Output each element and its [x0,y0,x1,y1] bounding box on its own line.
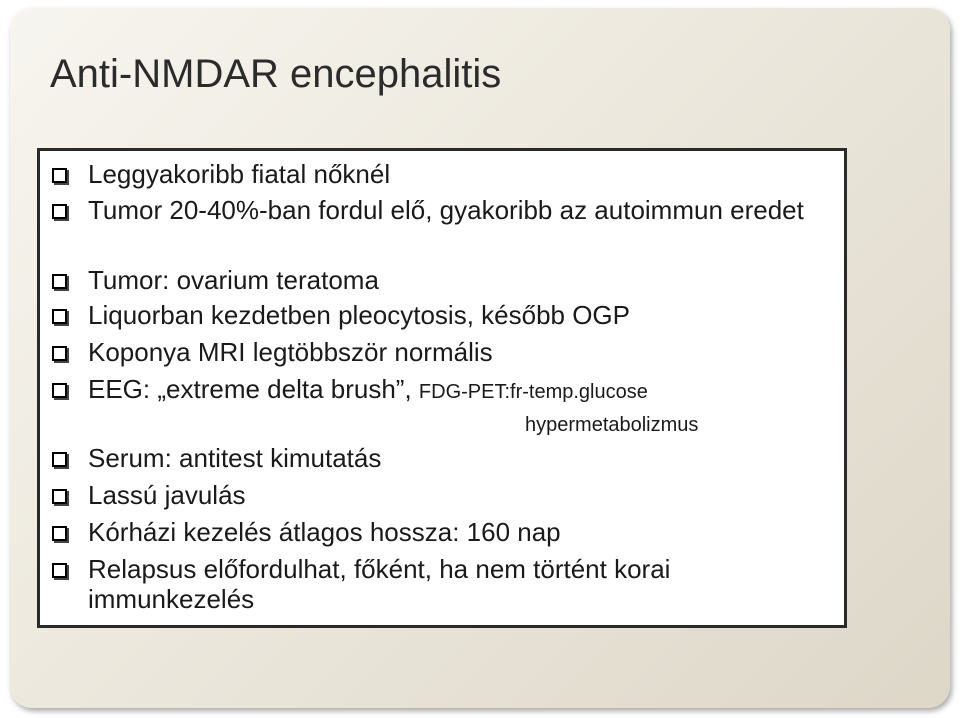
bullet-continuation-text: hypermetabolizmus [525,414,699,436]
checkbox-bullet-icon [52,309,67,324]
bullet-text: Koponya MRI legtöbbször normális [88,337,493,367]
bullet-text: Lassú javulás [88,480,246,510]
checkbox-bullet-icon [52,204,67,219]
bullet-list-box [37,148,847,628]
bullet-text: Kórházi kezelés átlagos hossza: 160 nap [88,517,561,547]
bullet-text-main: EEG: „extreme delta brush”, [88,374,412,404]
checkbox-bullet-icon [52,452,67,467]
checkbox-bullet-icon [52,383,67,398]
checkbox-bullet-icon [52,346,67,361]
bullet-text: Leggyakoribb fiatal nőknél [88,159,391,189]
bullet-text-small: FDG-PET:fr-temp.glucose [418,381,648,403]
bullet-text: Liquorban kezdetben pleocytosis, később OGP [88,300,631,330]
slide-background [10,8,950,708]
bullet-text: Relapsus előfordulhat, főként, ha nem történt korai immunkezelés [88,554,671,614]
checkbox-bullet-icon [52,274,67,289]
bullet-text: Tumor: ovarium teratoma [88,265,379,295]
checkbox-bullet-icon [52,526,67,541]
checkbox-bullet-icon [52,563,67,578]
bullet-text: Tumor 20-40%-ban fordul elő, gyakoribb az autoimmun eredet [88,195,804,225]
checkbox-bullet-icon [52,168,67,183]
bullet-text [88,374,838,407]
checkbox-bullet-icon [52,489,67,504]
bullet-text: Serum: antitest kimutatás [88,443,382,473]
slide-title: Anti-NMDAR encephalitis [50,52,502,96]
